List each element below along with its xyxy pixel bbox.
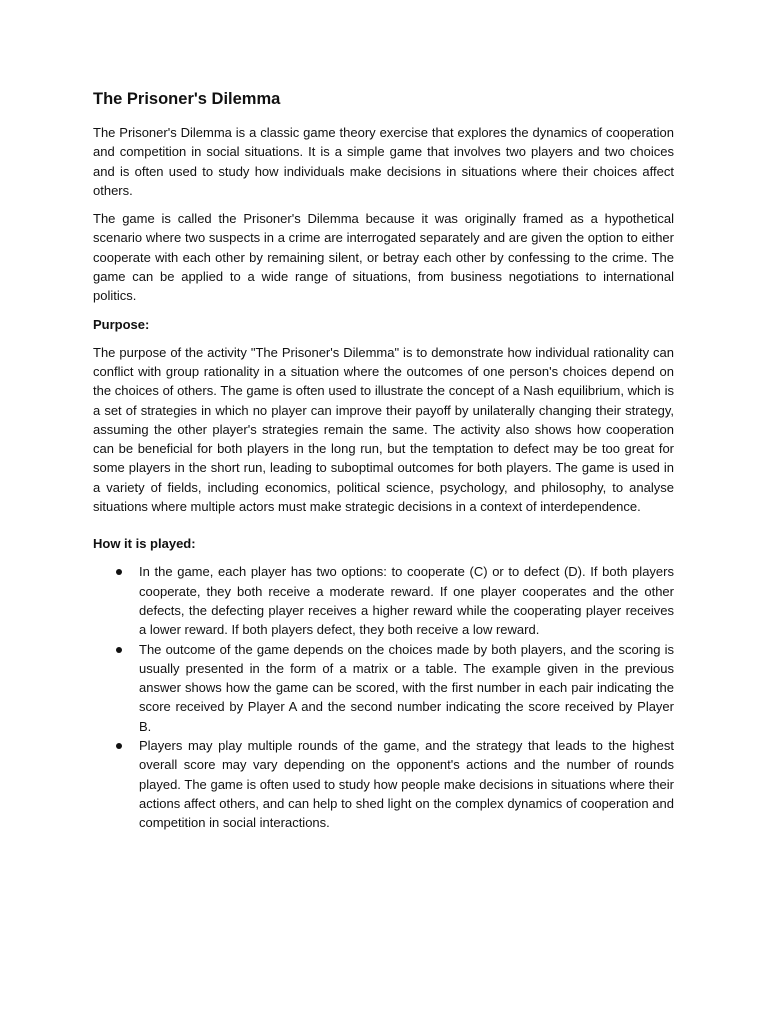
- list-item: [93, 640, 674, 736]
- page-title: The Prisoner's Dilemma: [93, 90, 281, 108]
- list-item-text: The outcome of the game depends on the choices made by both players, and the scoring is usually presented in the form of a matrix or a table. The example given in the previous answer shows how the game can be scored, with the first number in each pair indicating the score received by Player A and the second number indicating the score received by Player B.: [139, 641, 674, 734]
- bullet-icon: [116, 647, 122, 653]
- intro-paragraph-1: The Prisoner's Dilemma is a classic game theory exercise that explores the dynamics of cooperation and competition in social situations. It is a simple game that involves two players and two choices and is often used to study how individuals make decisions in situations where their choices affect others.: [93, 125, 674, 198]
- list-item: [93, 562, 674, 639]
- list-item: [93, 736, 674, 832]
- how-played-list: [93, 562, 674, 832]
- document-page: [93, 88, 674, 833]
- purpose-heading: Purpose:: [93, 316, 150, 332]
- bullet-icon: [116, 569, 122, 575]
- intro-paragraph-2: The game is called the Prisoner's Dilemma because it was originally framed as a hypothetical scenario where two suspects in a crime are interrogated separately and are given the option to either cooperate with each other by remaining silent, or betray each other by confessing to the crime. The game can be applied to a wide range of situations, from business negotiations to international politics.: [93, 211, 674, 304]
- bullet-icon: [116, 743, 122, 749]
- how-played-heading: How it is played:: [93, 536, 196, 552]
- list-item-text: In the game, each player has two options: to cooperate (C) or to defect (D). If both players cooperate, they both receive a moderate reward. If one player cooperates and the other defects, the defecting player receives a higher reward while the cooperating player receives a lower reward. If both players defect, they both receive a low reward.: [139, 564, 674, 638]
- purpose-paragraph: The purpose of the activity "The Prisoner's Dilemma" is to demonstrate how individual rationality can conflict with group rationality in a situation where the outcomes of one person's choices depend on the choices of others. The game is often used to illustrate the concept of a Nash equilibrium, which is a set of strategies in which no player can improve their payoff by unilaterally changing their strategy, assuming the other player's strategies remain the same. The activity also shows how cooperation can be beneficial for both players in the long run, but the temptation to defect may be too great for some players in the short run, leading to suboptimal outcomes for both players. The game is used in a variety of fields, including economics, political science, psychology, and philosophy, to analyse situations where multiple actors must make strategic decisions in a context of interdependence.: [93, 344, 674, 515]
- list-item-text: Players may play multiple rounds of the game, and the strategy that leads to the highest overall score may vary depending on the opponent's actions and the number of rounds played. The game is often used to study how people make decisions in situations where their actions affect others, and can help to shed light on the complex dynamics of cooperation and competition in social interactions.: [139, 738, 674, 831]
